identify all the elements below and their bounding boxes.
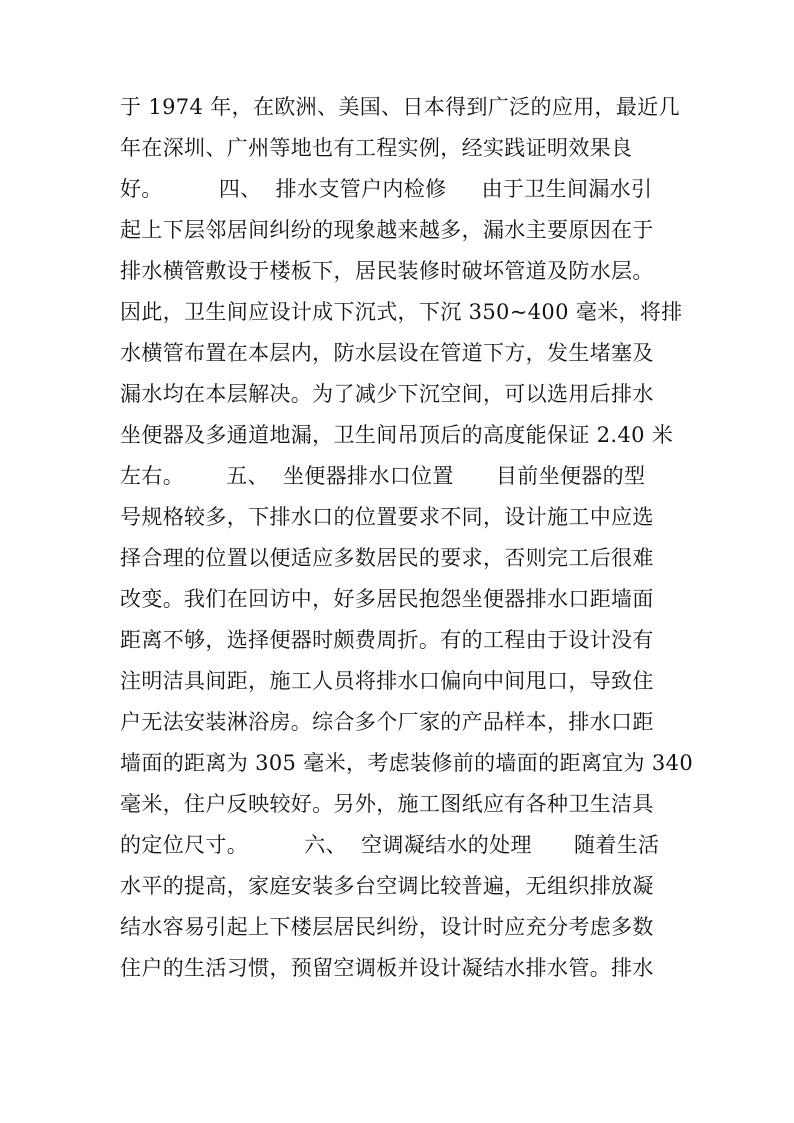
paragraph-line: 择合理的位置以便适应多数居民的要求，否则完工后很难	[120, 546, 654, 570]
paragraph-line: 漏水均在本层解决。为了减少下沉空间，可以选用后排水	[120, 382, 654, 406]
paragraph-line: 起上下层邻居间纠纷的现象越来越多，漏水主要原因在于	[120, 218, 654, 242]
paragraph-line: 注明洁具间距，施工人员将排水口偏向中间甩口，导致住	[120, 669, 654, 693]
paragraph-line: 于 1974 年，在欧洲、美国、日本得到广泛的应用，最近几	[120, 95, 680, 119]
paragraph-line: 水平的提高，家庭安装多台空调比较普遍，无组织排放凝	[120, 874, 654, 898]
paragraph-line: 水横管布置在本层内，防水层设在管道下方，发生堵塞及	[120, 341, 654, 365]
paragraph-line: 年在深圳、广州等地也有工程实例，经实践证明效果良	[120, 136, 633, 160]
paragraph-line: 结水容易引起上下楼层居民纠纷，设计时应充分考虑多数	[120, 915, 654, 939]
paragraph-line: 好。 四、 排水支管户内检修 由于卫生间漏水引	[120, 177, 653, 201]
paragraph-line: 坐便器及多通道地漏，卫生间吊顶后的高度能保证 2.40 米	[120, 423, 674, 447]
paragraph-line: 因此，卫生间应设计成下沉式，下沉 350~400 毫米，将排	[120, 300, 683, 324]
paragraph-line: 毫米，住户反映较好。另外，施工图纸应有各种卫生洁具	[120, 792, 654, 816]
paragraph-line: 左右。 五、 坐便器排水口位置 目前坐便器的型	[120, 464, 646, 488]
paragraph-line: 住户的生活习惯，预留空调板并设计凝结水排水管。排水	[120, 956, 654, 980]
paragraph-line: 号规格较多，下排水口的位置要求不同，设计施工中应选	[120, 505, 654, 529]
paragraph-line: 改变。我们在回访中，好多居民抱怨坐便器排水口距墙面	[120, 587, 654, 611]
paragraph-line: 排水横管敷设于楼板下，居民装修时破坏管道及防水层。	[120, 259, 654, 283]
paragraph-line: 墙面的距离为 305 毫米，考虑装修前的墙面的距离宜为 340	[120, 751, 694, 775]
paragraph-line: 户无法安装淋浴房。综合多个厂家的产品样本，排水口距	[120, 710, 654, 734]
paragraph-line: 的定位尺寸。 六、 空调凝结水的处理 随着生活	[120, 833, 660, 857]
paragraph-line: 距离不够，选择便器时颇费周折。有的工程由于设计没有	[120, 628, 654, 652]
